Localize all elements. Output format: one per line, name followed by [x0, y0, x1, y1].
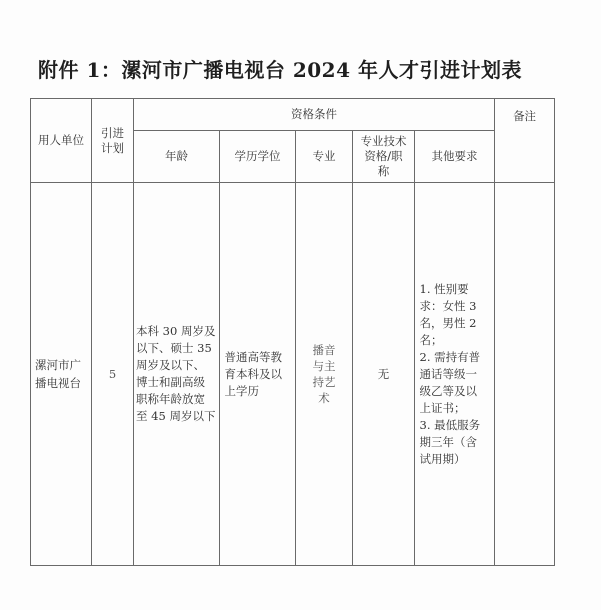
cell-major [296, 183, 353, 566]
education-text: 普通高等教 育本科及以 上学历 [224, 349, 282, 398]
employer-text: 漯河市广 播电视台 [35, 358, 81, 390]
cell-title-cert: 无 [353, 183, 415, 566]
header-quota: 引进 计划 [92, 99, 134, 183]
cell-remarks [495, 183, 555, 566]
header-employer: 用人单位 [31, 99, 92, 183]
cell-other [415, 183, 495, 566]
cell-employer [31, 183, 92, 566]
header-major: 专业 [296, 131, 353, 183]
header-title-cert: 专业技术 资格/职 称 [353, 131, 415, 183]
age-text: 本科 30 周岁及 以下、硕士 35 周岁及以下、 博士和副高级 职称年龄放宽 至 45 周岁以下 [136, 324, 216, 423]
header-qualification: 资格条件 [134, 99, 495, 131]
header-other: 其他要求 [415, 131, 495, 183]
cell-quota: 5 [92, 183, 134, 566]
cell-age [134, 183, 220, 566]
header-education: 学历学位 [220, 131, 296, 183]
table-row [31, 183, 555, 566]
document-title: 附件 1：漯河市广播电视台 2024 年人才引进计划表 [38, 58, 522, 82]
header-row-1 [31, 99, 555, 131]
cell-education [220, 183, 296, 566]
header-age: 年龄 [134, 131, 220, 183]
major-text: 播音 与主 持艺 术 [312, 342, 336, 405]
header-remarks: 备注 [495, 99, 555, 183]
recruitment-plan-table [30, 98, 555, 566]
other-requirements-text: 1. 性别要 求：女性 3 名，男性 2 名； 2. 需持有普 通话等级一 级乙等及以 上证书； 3. 最低服务 期三年（含 试用期） [419, 281, 481, 466]
